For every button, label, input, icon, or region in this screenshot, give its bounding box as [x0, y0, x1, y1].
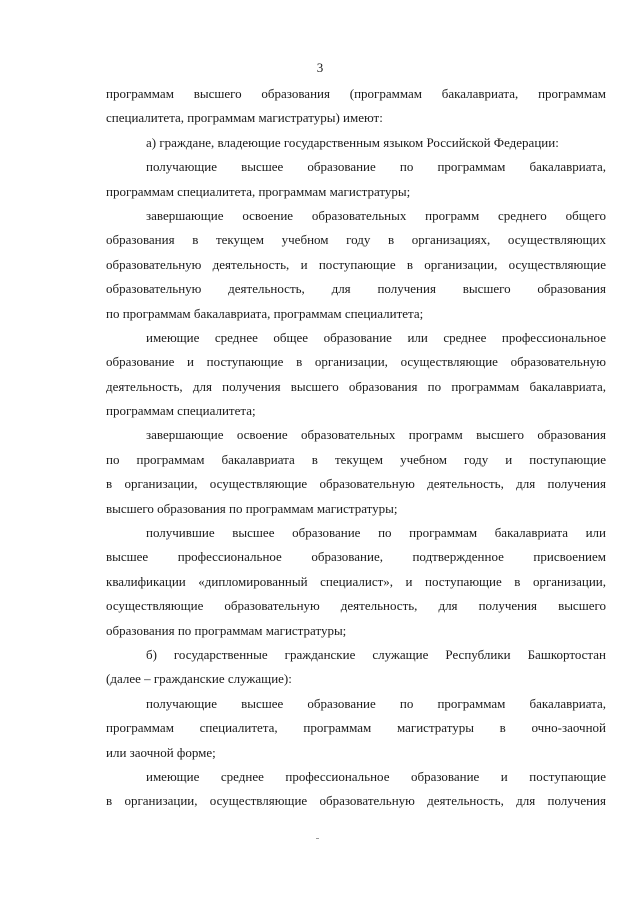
- text-line: завершающие освоение образовательных программ среднего общего: [146, 207, 606, 223]
- text-line: имеющие среднее общее образование или среднее профессиональное: [146, 329, 606, 345]
- text-line: образовательную деятельность, для получения высшего образования: [106, 281, 606, 297]
- text-line: программам специалитета, программам магистратуры;: [106, 183, 411, 199]
- text-line: образование и поступающие в организации, осуществляющие образовательную: [106, 354, 606, 370]
- text-line: а) граждане, владеющие государственным языком Российской Федерации:: [146, 134, 559, 150]
- text-line: осуществляющие образовательную деятельность, для получения высшего: [106, 598, 606, 614]
- scan-speck: [316, 838, 319, 839]
- text-line: б) государственные гражданские служащие Республики Башкортостан: [146, 646, 606, 662]
- text-line: завершающие освоение образовательных программ высшего образования: [146, 427, 606, 443]
- text-line: по программам бакалавриата, программам специалитета;: [106, 305, 424, 321]
- text-line: высшее профессиональное образование, подтвержденное присвоением: [106, 549, 606, 565]
- text-line: получившие высшее образование по программам бакалавриата или: [146, 525, 606, 541]
- text-line: квалификации «дипломированный специалист», и поступающие в организации,: [106, 573, 606, 589]
- text-line: получающие высшее образование по программам бакалавриата,: [146, 695, 606, 711]
- text-line: получающие высшее образование по программам бакалавриата,: [146, 159, 606, 175]
- text-line: имеющие среднее профессиональное образование и поступающие: [146, 768, 606, 784]
- page-number: 3: [316, 60, 324, 75]
- text-line: в организации, осуществляющие образовательную деятельность, для получения: [106, 793, 606, 809]
- text-line: или заочной форме;: [106, 744, 216, 760]
- text-line: образовательную деятельность, и поступающие в организации, осуществляющие: [106, 256, 606, 272]
- text-line: образования в текущем учебном году в организациях, осуществляющих: [106, 232, 606, 248]
- document-body: [106, 82, 606, 814]
- text-line: (далее – гражданские служащие):: [106, 671, 292, 687]
- text-line: по программам бакалавриата в текущем учебном году и поступающие: [106, 451, 606, 467]
- text-line: программам специалитета;: [106, 403, 256, 419]
- text-line: специалитета, программам магистратуры) имеют:: [106, 110, 383, 126]
- text-line: высшего образования по программам магистратуры;: [106, 500, 398, 516]
- text-line: программам высшего образования (программам бакалавриата, программам: [106, 86, 606, 101]
- text-line: в организации, осуществляющие образовательную деятельность, для получения: [106, 476, 606, 492]
- text-line: образования по программам магистратуры;: [106, 622, 347, 638]
- text-line: деятельность, для получения высшего образования по программам бакалавриата,: [106, 378, 606, 394]
- text-line: программам специалитета, программам магистратуры в очно-заочной: [106, 720, 606, 736]
